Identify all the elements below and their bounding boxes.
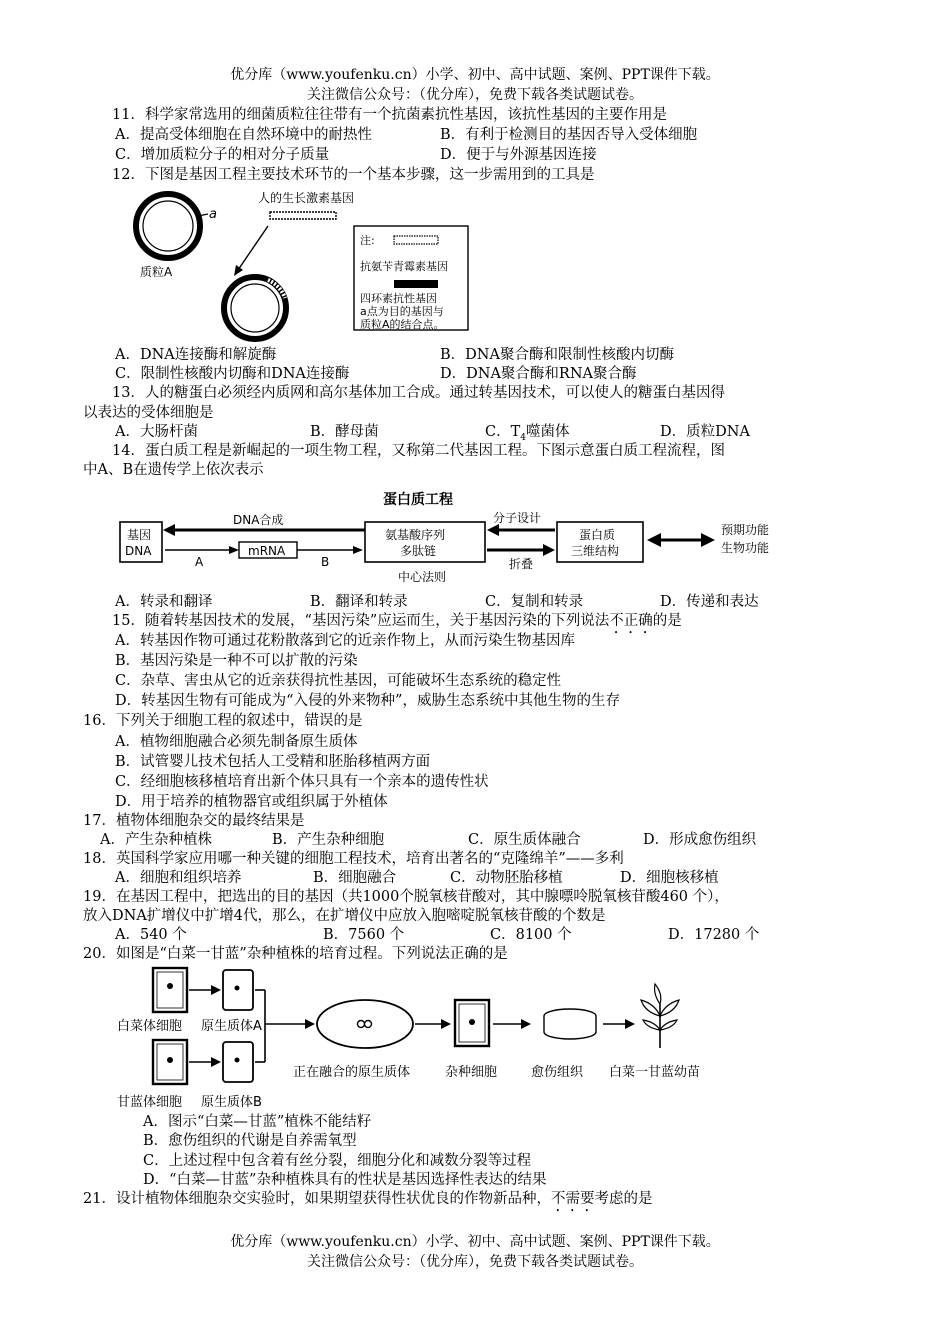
q20-option-d: D．“白菜—甘蓝”杂种植株具有的性状是基因选择性表达的结果 [143,1172,547,1188]
q18-option-a: A．细胞和组织培养 [115,870,242,886]
q17-option-a: A．产生杂种植株 [100,832,212,848]
recombinant-plasmid-inner [231,284,279,332]
q14-option-a: A．转录和翻译 [115,594,213,610]
plasmid-a-label: 质粒A [140,265,173,279]
label-b: B [321,555,330,569]
q12-option-b: B．DNA聚合酶和限制性核酸内切酶 [440,347,674,363]
fig14-title: 蛋白质工程 [383,492,453,508]
q19-option-c: C．8100 个 [490,927,572,943]
label-hybrid: 杂种细胞 [445,1065,498,1080]
function-arrow-head-left [647,533,661,547]
q15-option-b: B．基因污染是一种不可以扩散的污染 [115,653,358,669]
q17-option-b: B．产生杂种细胞 [272,832,385,848]
q13-option-a: A．大肠杆菌 [115,424,198,440]
mrna-label: mRNA [248,544,286,558]
q12-option-a: A．DNA连接酶和解旋酶 [115,347,277,363]
q14-option-b: B．翻译和转录 [310,594,408,610]
insert-arrow [238,226,268,270]
q15-option-a: A．转基因作物可通过花粉散落到它的近亲作物上，从而污染生物基因库 [115,633,575,649]
gene-segment [270,212,336,219]
q11-stem: 11．科学家常选用的细菌质粒往往带有一个抗菌素抗性基因，该抗性基因的主要作用是 [112,107,667,123]
molecular-design-arrow-head [487,524,499,536]
q13-option-b: B．酵母菌 [310,424,379,440]
q14-option-c: C．复制和转录 [485,594,584,610]
function-line-1: 预期功能 [721,523,770,537]
q11-option-b: B．有利于检测目的基因否导入受体细胞 [440,127,698,143]
dna-box-line-1: 基因 [127,528,152,542]
q14-stem-2: 中A、B在遗传学上依次表示 [83,462,264,478]
molecular-design-label: 分子设计 [493,511,542,525]
protein-line-1: 蛋白质 [579,528,616,542]
q13-option-c: C．$T_4$噬菌体 [485,424,570,443]
label-cabbage-cell: 白菜体细胞 [117,1019,183,1034]
q14-stem-1: 14．蛋白质工程是新崛起的一项生物工程，又称第二代基因工程。下图示意蛋白质工程流程，图 [112,443,725,459]
insert-arrow-head [234,265,243,276]
q20-option-b: B．愈伤组织的代谢是自养需氧型 [143,1133,357,1149]
q18-option-c: C．动物胚胎移植 [450,870,563,886]
q12-option-c: C．限制性核酸内切酶和DNA连接酶 [115,366,350,382]
q18-option-d: D．细胞核移植 [620,870,719,886]
q16-option-a: A．植物细胞融合必须先制备原生质体 [115,734,358,750]
q14-option-d: D．传递和表达 [660,594,759,610]
q16-option-c: C．经细胞核移植培育出新个体只具有一个亲本的遗传性状 [115,774,489,790]
q11-option-a: A．提高受体细胞在自然环境中的耐热性 [115,127,372,143]
label-protoplast-b: 原生质体B [201,1095,262,1110]
q19-option-b: B．7560 个 [323,927,405,943]
q20-option-c: C．上述过程中包含着有丝分裂，细胞分化和减数分裂等过程 [143,1153,532,1169]
q18-option-b: B．细胞融合 [313,870,397,886]
legend-tetracycline: 四环素抗性基因 [360,292,437,305]
q12-option-d: D．DNA聚合酶和RNA聚合酶 [440,366,637,382]
q15-option-d: D．转基因生物有可能成为“入侵的外来物种”，威胁生态系统中其他生物的生存 [115,693,620,709]
q16-option-b: B．试管婴儿技术包括人工受精和胚胎移植两方面 [115,754,431,770]
legend-point-desc: a点为目的基因与 [360,305,444,318]
label-callus: 愈伤组织 [531,1065,584,1080]
label-kale-cell: 甘蓝体细胞 [117,1095,183,1110]
legend-ampicillin: 抗氨苄青霉素基因 [360,260,448,273]
gene-label: 人的生长激素基因 [258,191,355,205]
q20-option-a: A．图示“白菜—甘蓝”植株不能结籽 [143,1114,372,1130]
plasmid-a-ring-inner [143,201,193,251]
legend-swatch-black [394,280,438,288]
dna-box-line-2: DNA [125,544,152,558]
q19-stem-2: 放入DNA扩增仪中扩增4代，那么，在扩增仪中应放入胞嘧啶脱氧核苷酸的个数是 [83,908,606,924]
q15-stem-emphasis: 不正确 [609,613,653,629]
q13-stem-2: 以表达的受体细胞是 [83,405,214,421]
q12-plasmid-figure [128,186,488,346]
function-line-2: 生物功能 [721,541,770,555]
a-arrow-head [229,546,239,554]
q20-stem: 20．如图是“白菜一甘蓝”杂种植株的培育过程。下列说法正确的是 [83,946,508,962]
q13-stem-1: 13．人的糖蛋白必须经内质网和高尔基体加工合成。通过转基因技术，可以使人的糖蛋白基因得 [112,385,725,401]
q14-protein-engineering-figure [115,488,795,588]
q11-option-d: D．便于与外源基因连接 [440,147,597,163]
protein-line-2: 三维结构 [571,544,620,558]
amino-acid-line-1: 氨基酸序列 [385,528,446,542]
q12-stem: 12．下图是基因工程主要技术环节的一个基本步骤，这一步需用到的工具是 [112,167,595,183]
folding-arrow-head [543,544,555,556]
q15-option-c: C．杂草、害虫从它的近亲获得抗性基因，可能破坏生态系统的稳定性 [115,673,562,689]
q19-option-d: D．17280 个 [668,927,760,943]
label-a: A [195,555,204,569]
seedling-plant [641,984,679,1048]
header-line-2: 关注微信公众号：（优分库），免费下载各类试题试卷。 [307,87,643,103]
footer-line-2: 关注微信公众号：（优分库），免费下载各类试题试卷。 [307,1254,643,1270]
q21-stem-emphasis: 不需要 [550,1191,595,1207]
footer-line-1: 优分库（www.youfenku.cn）小学、初中、高中试题、案例、PPT课件下载。 [230,1234,720,1250]
q17-option-d: D．形成愈伤组织 [643,832,757,848]
q16-option-d: D．用于培养的植物器官或组织属于外植体 [115,794,388,810]
q11-option-c: C．增加质粒分子的相对分子质量 [115,147,330,163]
plasmid-a-ring [136,194,200,258]
b-arrow-head [353,546,363,554]
q17-stem: 17．植物体细胞杂交的最终结果是 [83,813,305,829]
q13-option-d: D．质粒DNA [660,424,750,440]
q21-stem: 21．设计植物体细胞杂交实验时，如果期望获得性状优良的作物新品种，不需要考虑的是 [83,1191,653,1207]
label-seedling: 白菜一甘蓝幼苗 [609,1065,701,1080]
legend-point-desc-2: 质粒A的结合点。 [360,318,445,331]
q19-option-a: A．540 个 [115,927,187,943]
legend-swatch-hatched [394,236,438,244]
dna-synthesis-arrow-head [163,524,175,536]
function-arrow-head-right [701,533,715,547]
q18-stem: 18．英国科学家应用哪一种关键的细胞工程技术，培育出著名的“克隆绵羊”——多利 [83,851,624,867]
q19-stem-1: 19．在基因工程中，把选出的目的基因（共1000个脱氧核苷酸对，其中腺嘌呤脱氧核苷酸460 个）， [83,889,729,905]
q20-hybridization-figure [115,964,725,1114]
q15-stem: 15．随着转基因技术的发展，“基因污染”应运而生，关于基因污染的下列说法不正确的是 [112,613,682,629]
legend-title: 注: [360,234,375,247]
plasmid-a-point-label: a [209,207,217,222]
central-dogma-label: 中心法则 [398,570,447,584]
dna-synthesis-label: DNA合成 [233,513,284,527]
label-protoplast-a: 原生质体A [201,1019,262,1034]
cabbage-cell [153,968,187,1012]
folding-label: 折叠 [509,557,534,571]
label-fusing: 正在融合的原生质体 [293,1065,411,1080]
amino-acid-line-2: 多肽链 [400,544,437,558]
callus-tissue [544,1016,596,1039]
header-line-1: 优分库（www.youfenku.cn）小学、初中、高中试题、案例、PPT课件下载。 [230,67,720,83]
q16-stem: 16．下列关于细胞工程的叙述中，错误的是 [83,713,363,729]
q17-option-c: C．原生质体融合 [468,832,581,848]
